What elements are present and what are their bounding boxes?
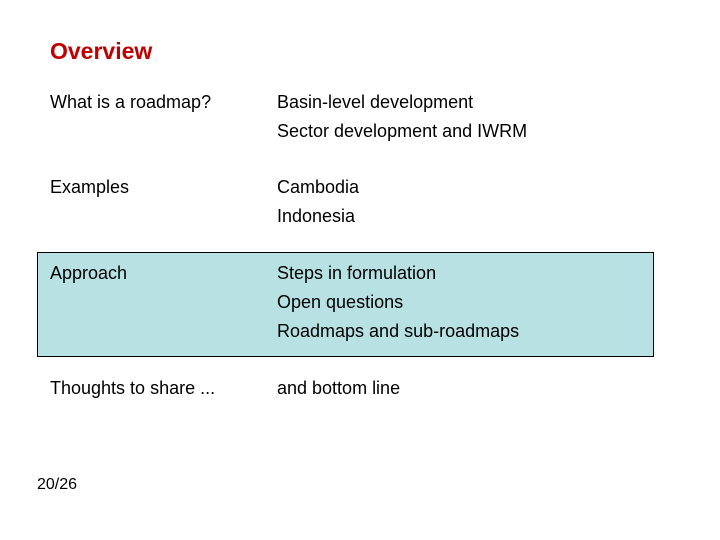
list-item: and bottom line (277, 378, 401, 398)
row-items-what-is-roadmap (277, 88, 527, 146)
list-item: Roadmaps and sub-roadmaps (277, 321, 520, 341)
row-items-thoughts (277, 374, 400, 403)
row-items-approach (277, 259, 519, 346)
row-label-approach: Approach (50, 263, 128, 283)
row-label-what-is-roadmap: What is a roadmap? (50, 92, 212, 112)
list-item: Indonesia (277, 206, 356, 226)
list-item: Open questions (277, 292, 404, 312)
list-item: Sector development and IWRM (277, 121, 528, 141)
list-item: Basin-level development (277, 92, 474, 112)
row-items-examples (277, 173, 359, 231)
list-item: Cambodia (277, 177, 360, 197)
page-number: 20/26 (37, 476, 78, 493)
row-label-thoughts: Thoughts to share ... (50, 378, 216, 398)
slide-title: Overview (50, 38, 153, 64)
list-item: Steps in formulation (277, 263, 437, 283)
row-label-examples: Examples (50, 177, 130, 197)
